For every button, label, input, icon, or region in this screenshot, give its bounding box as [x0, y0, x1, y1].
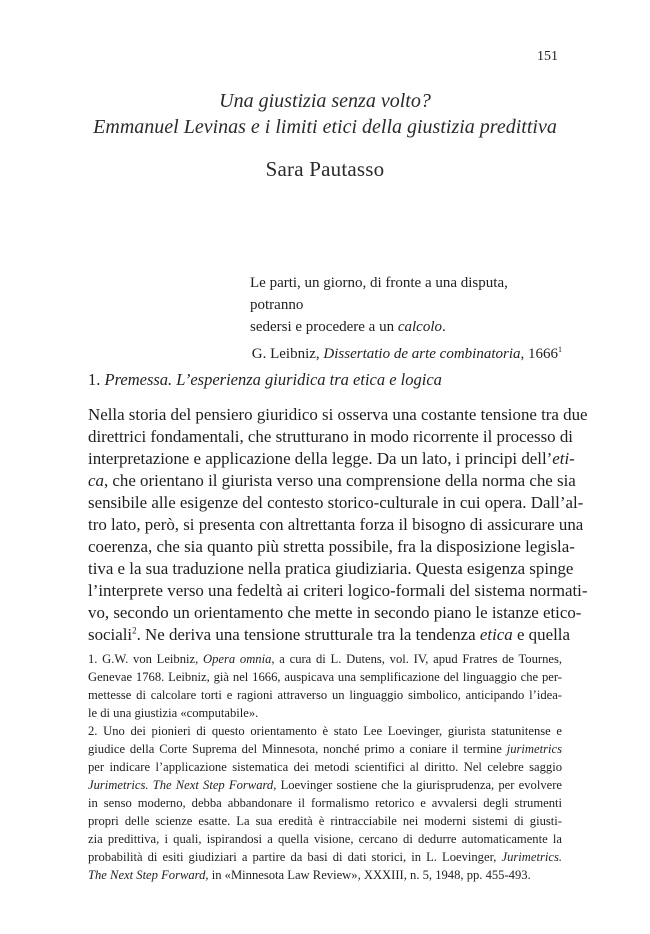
footnote-line: zia predittiva, i quali, ispirandosi a quella visione, cercano di dedurre automaticamente la [88, 832, 562, 846]
body-line: direttrici fondamentali, che strutturano in modo ricorrente il processo di [88, 427, 573, 446]
section-title: Premessa. L’esperienza giuridica tra etica e logica [104, 370, 442, 389]
epigraph-year: , 1666 [520, 346, 558, 362]
body-line: sensibile alle esigenze del contesto storico-culturale in cui opera. Dall’al- [88, 493, 584, 512]
body-text: . Ne deriva una tensione strutturale tra la tendenza [136, 625, 480, 644]
body-line: Nella storia del pensiero giuridico si osserva una costante tensione tra due [88, 405, 588, 424]
body-emphasis: eti- [552, 449, 575, 468]
article-subtitle: Emmanuel Levinas e i limiti etici della giustizia predittiva [93, 116, 557, 138]
epigraph-author: G. Leibniz, [251, 346, 324, 362]
body-line: coerenza, che sia quanto più stretta possibile, fra la disposizione legisla- [88, 537, 575, 556]
page-number: 151 [537, 49, 558, 64]
footnote-text: , in «Minnesota Law Review», XXXIII, n. 5, 1948, pp. 455-493. [205, 868, 531, 882]
footnote-line: Genevae 1768. Leibniz, già nel 1666, auspicava una semplificazione del linguaggio che per- [88, 670, 562, 684]
footnote-text: giudice della Corte Suprema del Minnesota, nonché primo a coniare il termine [88, 742, 507, 756]
body-paragraph [88, 404, 588, 646]
footnote-text: 1. G.W. von Leibniz, [88, 652, 203, 666]
footnote-text: , Loevinger sostiene che la giurisprudenza, per evolvere [273, 778, 562, 792]
body-line [88, 448, 575, 470]
body-line: tiva e la sua traduzione nella pratica giudiziaria. Questa esigenza spinge [88, 559, 574, 578]
body-line [88, 470, 576, 492]
body-emphasis: etica [479, 625, 513, 644]
epigraph [250, 272, 562, 365]
footnote-emphasis: Jurimetrics. The Next Step Forward [88, 778, 274, 792]
article-title: Una giustizia senza volto? [219, 90, 431, 112]
footnote-line: per indicare l’applicazione sistematica dei metodi scientifici al diritto. Nel celebre saggio [88, 760, 562, 774]
body-emphasis: ca [88, 471, 104, 490]
footnote-line [88, 866, 562, 884]
footnote-text: probabilità di esiti giudiziari a partire da basi di dati storici, in L. Loevinger, [88, 850, 502, 864]
footnote-line: propri delle scienze esatte. La sua eredità è rintracciabile nei moderni sistemi di giusti- [88, 814, 562, 828]
footnote-ref[interactable]: 1 [558, 345, 562, 354]
footnote-emphasis: Opera omnia [203, 652, 272, 666]
footnote-emphasis: The Next Step Forward [88, 868, 206, 882]
footnote-line: le di una giustizia «computabile». [88, 706, 259, 720]
footnote-emphasis: jurimetrics [506, 742, 562, 756]
footnote-line [88, 848, 562, 866]
footnote-line: mettesse di calcolare torti e ragioni attraverso un linguaggio simbolico, anticipando l’idea- [88, 688, 562, 702]
body-line: tro lato, però, si presenta con altrettanta forza il bisogno di assicurare una [88, 515, 584, 534]
body-line [88, 624, 570, 646]
footnote-line [88, 650, 562, 668]
body-text: interpretazione e applicazione della legge. Da un lato, i principi dell’ [88, 449, 553, 468]
epigraph-text: sedersi e procedere a un [250, 319, 398, 335]
footnote-line [88, 740, 562, 758]
article-title-block [88, 88, 562, 182]
body-text: e quella [512, 625, 570, 644]
body-text: , che orientano il giurista verso una comprensione della norma che sia [103, 471, 576, 490]
footnote-2 [88, 722, 562, 884]
footnote-text: , a cura di L. Dutens, vol. IV, apud Fratres de Tournes, [271, 652, 563, 666]
epigraph-text: . [442, 319, 446, 335]
author-name: Sara Pautasso [265, 157, 385, 181]
section-heading [88, 370, 442, 390]
body-text: sociali [88, 625, 133, 644]
epigraph-attribution [250, 339, 562, 365]
body-line: l’interprete verso una fedeltà ai criteri logico-formali del sistema normati- [88, 581, 588, 600]
epigraph-emphasis: calcolo [397, 319, 442, 335]
footnote-line [88, 776, 562, 794]
footnote-line: in senso moderno, debba abbandonare il formalismo retorico e avvalersi degli strumenti [88, 796, 562, 810]
epigraph-work-title: Dissertatio de arte combinatoria [323, 346, 521, 362]
footnote-1 [88, 650, 562, 722]
epigraph-line: Le parti, un giorno, di fronte a una disputa, potranno [250, 275, 508, 313]
epigraph-line [250, 316, 562, 338]
footnote-emphasis: Jurimetrics. [501, 850, 562, 864]
footnote-line: 2. Uno dei pionieri di questo orientamento è stato Lee Loevinger, giurista statunitense e [88, 724, 562, 738]
footnote-ref[interactable]: 2 [132, 625, 137, 636]
section-number: 1. [88, 370, 105, 389]
body-line: vo, secondo un orientamento che mette in secondo piano le istanze etico- [88, 603, 582, 622]
footnotes [88, 650, 562, 884]
